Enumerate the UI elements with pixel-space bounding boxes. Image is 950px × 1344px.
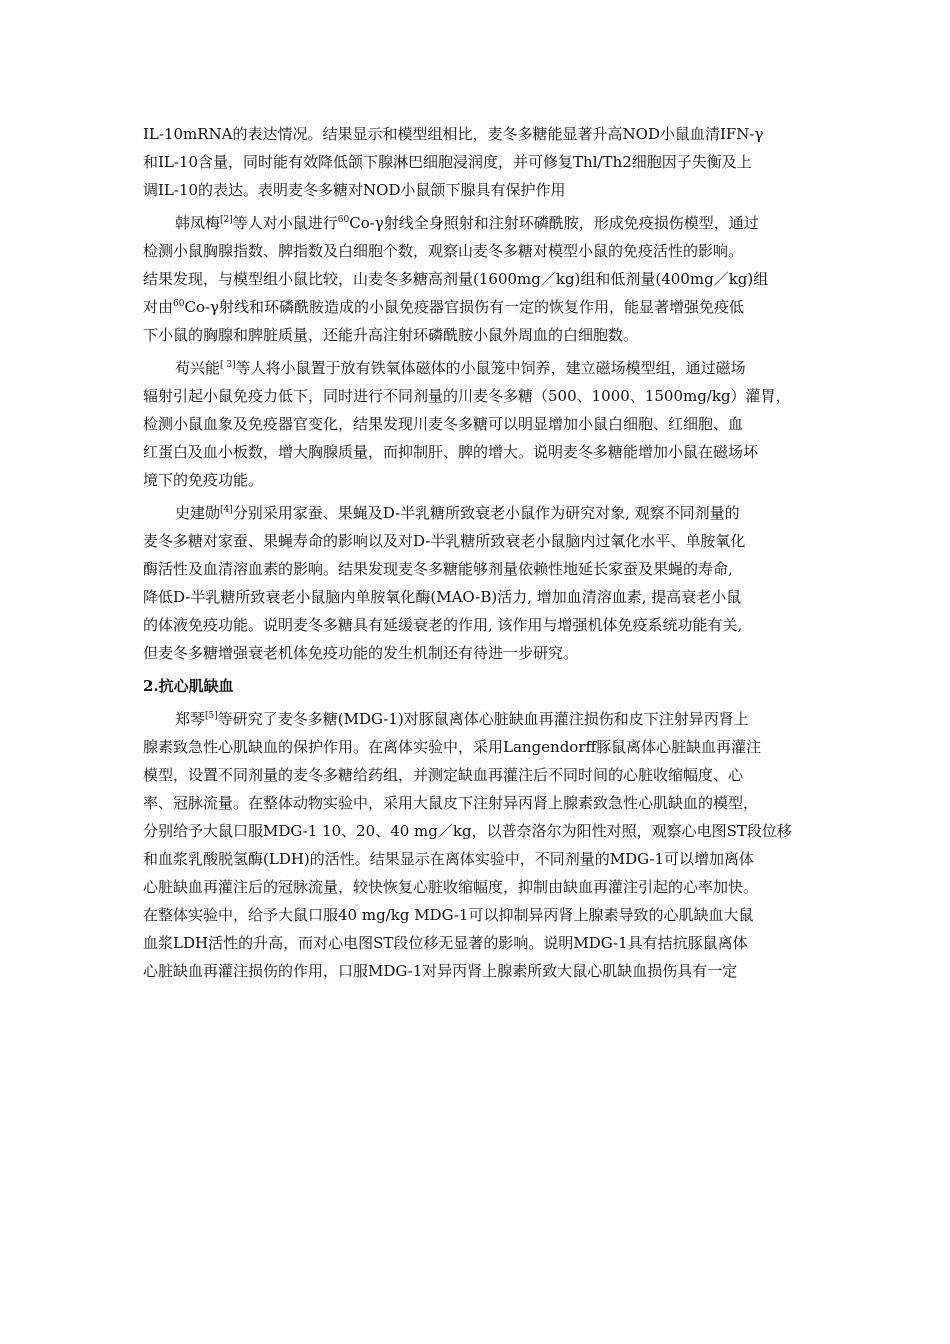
author-name: 史建勋 bbox=[175, 504, 221, 522]
text-span: Co-γ射线全身照射和注射环磷酰胺，形成免疫损伤模型，通过 bbox=[349, 214, 759, 232]
citation-ref: [5] bbox=[205, 711, 218, 721]
paragraph-2 bbox=[143, 209, 815, 349]
text-line: 在整体实验中，给予大鼠口服40 mg/kg MDG-1可以抑制异丙肾上腺素导致的心肌缺血大鼠 bbox=[143, 906, 754, 924]
text-line bbox=[143, 209, 815, 237]
isotope-superscript: 60 bbox=[337, 215, 350, 225]
author-name: 郑琴 bbox=[175, 710, 206, 728]
text-line: 心脏缺血再灌注损伤的作用，口服MDG-1对异丙肾上腺素所致大鼠心肌缺血损伤具有一定 bbox=[143, 962, 738, 980]
text-span: Co-γ射线和环磷酰胺造成的小鼠免疫器官损伤有一定的恢复作用，能显著增强免疫低 bbox=[184, 298, 745, 316]
text-span: 分别采用家蚕、果蝇及D-半乳糖所致衰老小鼠作为研究对象, 观察不同剂量的 bbox=[232, 504, 740, 522]
text-line: 麦冬多糖对家蚕、果蝇寿命的影响以及对D-半乳糖所致衰老小鼠脑内过氧化水平、单胺氧化 bbox=[143, 532, 746, 550]
text-line: 境下的免疫功能。 bbox=[143, 471, 264, 489]
text-line: 降低D-半乳糖所致衰老小鼠脑内单胺氧化酶(MAO-B)活力, 增加血清溶血素, 提高衰老小鼠 bbox=[143, 588, 742, 606]
text-line: 检测小鼠血象及免疫器官变化，结果发现川麦冬多糖可以明显增加小鼠白细胞、红细胞、血 bbox=[143, 415, 744, 433]
section-heading: 2.抗心肌缺血 bbox=[143, 677, 234, 695]
text-line: 结果发现，与模型组小鼠比较，山麦冬多糖高剂量(1600mg／kg)组和低剂量(400mg／kg)组 bbox=[143, 270, 769, 288]
text-line: 下小鼠的胸腺和脾脏质量，还能升高注射环磷酰胺小鼠外周血的白细胞数。 bbox=[143, 326, 639, 344]
text-line: 的体液免疫功能。说明麦冬多糖具有延缓衰老的作用, 该作用与增强机体免疫系统功能有关, bbox=[143, 616, 743, 634]
text-line: 红蛋白及血小板数，增大胸腺质量，而抑制肝、脾的增大。说明麦冬多糖能增加小鼠在磁场坏 bbox=[143, 443, 759, 461]
text-span: 等人将小鼠置于放有铁氧体磁体的小鼠笼中饲养，建立磁场模型组，通过磁场 bbox=[235, 359, 746, 377]
author-name: 苟兴能 bbox=[175, 359, 221, 377]
text-line: 率、冠脉流量。在整体动物实验中，采用大鼠皮下注射异丙肾上腺素致急性心肌缺血的模型， bbox=[143, 794, 759, 812]
text-line bbox=[143, 354, 815, 382]
text-line: 和IL-10含量，同时能有效降低颌下腺淋巴细胞浸润度，并可修复Thl/Th2细胞因子失衡及上 bbox=[143, 153, 752, 171]
text-line: 分别给予大鼠口服MDG-1 10、20、40 mg／kg，以普奈洛尔为阳性对照，观察心电图ST段位移 bbox=[143, 822, 792, 840]
document-body bbox=[143, 120, 815, 990]
paragraph-4 bbox=[143, 499, 815, 667]
isotope-superscript: 60 bbox=[173, 299, 185, 309]
paragraph-1 bbox=[143, 120, 815, 204]
citation-ref: [4] bbox=[220, 505, 233, 515]
text-line: 和血浆乳酸脱氢酶(LDH)的活性。结果显示在离体实验中，不同剂量的MDG-1可以增加离体 bbox=[143, 850, 755, 868]
text-span: 等人对小鼠进行 bbox=[232, 214, 338, 232]
paragraph-3 bbox=[143, 354, 815, 494]
paragraph-5 bbox=[143, 705, 815, 985]
text-line: 腺素致急性心肌缺血的保护作用。在离体实验中，采用Langendorff豚鼠离体心脏缺血再灌注 bbox=[143, 738, 762, 756]
text-line: 心脏缺血再灌注后的冠脉流量，较快恢复心脏收缩幅度，抑制由缺血再灌注引起的心率加快。 bbox=[143, 878, 759, 896]
text-line: 调IL-10的表达。表明麦冬多糖对NOD小鼠颌下腺具有保护作用 bbox=[143, 181, 566, 199]
citation-ref: [2] bbox=[220, 215, 233, 225]
text-span: 对由 bbox=[143, 298, 174, 316]
author-name: 韩凤梅 bbox=[175, 214, 221, 232]
text-line: 模型，设置不同剂量的麦冬多糖给药组，并测定缺血再灌注后不同时间的心脏收缩幅度、心 bbox=[143, 766, 744, 784]
text-line bbox=[143, 705, 815, 733]
citation-ref: [ 3] bbox=[220, 360, 236, 370]
text-line: 检测小鼠胸腺指数、脾指数及白细胞个数，观察山麦冬多糖对模型小鼠的免疫活性的影响。 bbox=[143, 242, 744, 260]
text-span: 等研究了麦冬多糖(MDG-1)对豚鼠离体心脏缺血再灌注损伤和皮下注射异丙肾上 bbox=[217, 710, 749, 728]
text-line: 但麦冬多糖增强衰老机体免疫功能的发生机制还有待进一步研究。 bbox=[143, 644, 579, 662]
text-line: 辐射引起小鼠免疫力低下，同时进行不同剂量的川麦冬多糖（500、1000、1500mg/kg）灌胃， bbox=[143, 387, 791, 405]
text-line: 血浆LDH活性的升高，而对心电图ST段位移无显著的影响。说明MDG-1具有拮抗豚鼠离体 bbox=[143, 934, 748, 952]
text-line: 酶活性及血清溶血素的影响。结果发现麦冬多糖能够剂量依赖性地延长家蚕及果蝇的寿命, bbox=[143, 560, 733, 578]
text-line bbox=[143, 499, 815, 527]
text-line: IL-10mRNA的表达情况。结果显示和模型组相比，麦冬多糖能显著升高NOD小鼠血清IFN-γ bbox=[143, 125, 764, 143]
text-line bbox=[143, 293, 815, 321]
